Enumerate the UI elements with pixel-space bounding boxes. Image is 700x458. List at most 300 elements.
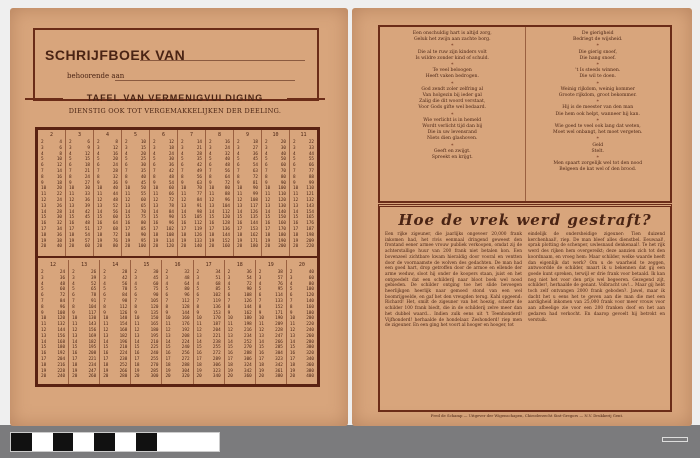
table-column-8 <box>206 130 234 256</box>
product: 152 <box>222 238 230 244</box>
product: 56 <box>224 168 230 174</box>
product: 306 <box>212 362 221 368</box>
color-calibration-strip <box>10 432 220 452</box>
proverb-line: Stelt. <box>591 148 604 154</box>
multiplier: 9 <box>97 180 100 186</box>
product: 24 <box>224 145 230 151</box>
multiplier: 14 <box>265 209 271 215</box>
product: 252 <box>119 362 128 368</box>
table-number: 20 <box>298 262 305 268</box>
product: 28 <box>112 168 118 174</box>
product: 182 <box>88 339 97 345</box>
product: 60 <box>84 244 90 250</box>
product: 72 <box>112 232 118 238</box>
product: 120 <box>150 304 159 310</box>
multiplier: 4 <box>165 281 169 287</box>
table-subheading: DIENSTIG OOK TOT VERGEMAKKELIJKEN DER DEELING. <box>68 107 282 115</box>
product: 25 <box>140 157 146 163</box>
multiplier: 13 <box>72 333 78 339</box>
table-column-2 <box>38 130 66 256</box>
multiplier: 7 <box>72 298 75 304</box>
table-column-10 <box>262 130 290 256</box>
table-heading: TAFEL VAN VERMENIGVULDIGING <box>25 93 325 103</box>
product: 240 <box>306 327 314 333</box>
multiplier: 17 <box>196 356 202 362</box>
product: 361 <box>275 368 283 374</box>
multiplier: 6 <box>97 163 100 169</box>
product: 224 <box>119 351 128 357</box>
table-number: 11 <box>300 132 307 138</box>
multiplier: 17 <box>41 226 47 232</box>
multiplier: 11 <box>181 192 187 198</box>
product: 324 <box>244 362 252 368</box>
multiplier: 8 <box>227 304 231 310</box>
multiplier: 14 <box>72 339 78 345</box>
multiplier: 2 <box>41 140 44 145</box>
table-row <box>194 374 224 380</box>
product: 266 <box>275 339 283 345</box>
product: 266 <box>119 368 128 374</box>
product: 380 <box>275 374 283 380</box>
product: 135 <box>250 215 258 221</box>
multiplier: 20 <box>153 244 159 250</box>
product: 24 <box>112 163 118 169</box>
product: 54 <box>84 232 90 238</box>
multiplier: 18 <box>134 362 140 368</box>
product: 40 <box>140 174 146 180</box>
proverb-line: Te veel beloogen <box>432 68 472 74</box>
product: 240 <box>181 345 190 351</box>
product: 400 <box>306 374 314 380</box>
multiplier: 8 <box>181 174 184 180</box>
product: 15 <box>140 145 146 151</box>
right-page <box>352 8 692 426</box>
multiplier: 3 <box>41 275 44 281</box>
proverb-line: Moet wel onbangt, het moet vergeten. <box>553 130 643 136</box>
table-number: 14 <box>112 262 119 268</box>
product: 48 <box>168 174 174 180</box>
table-row <box>38 244 65 250</box>
multiplier: 15 <box>209 215 215 221</box>
multiplier: 6 <box>69 163 72 169</box>
multiplier: 8 <box>165 304 169 310</box>
product: 260 <box>88 374 97 380</box>
product: 65 <box>91 287 97 293</box>
product: 35 <box>196 157 202 163</box>
product: 180 <box>244 316 252 322</box>
product: 182 <box>119 333 128 339</box>
multiplier: 13 <box>41 333 47 339</box>
name-line <box>140 60 305 61</box>
multiplier: 4 <box>41 151 44 157</box>
product: 16 <box>112 151 118 157</box>
product: 56 <box>112 209 118 215</box>
multiplier: 9 <box>209 180 212 186</box>
product: 209 <box>275 322 283 328</box>
multiplier: 8 <box>289 304 293 310</box>
product: 176 <box>181 322 190 328</box>
product: 60 <box>153 281 159 287</box>
product: 64 <box>224 174 230 180</box>
multiplier: 2 <box>165 270 169 275</box>
product: 112 <box>181 298 190 304</box>
multiplier: 11 <box>265 192 271 198</box>
multiplier: 17 <box>258 356 264 362</box>
product: 55 <box>140 192 146 198</box>
multiplier: 5 <box>181 157 184 163</box>
product: 96 <box>59 304 66 310</box>
product: 228 <box>275 327 283 333</box>
table-number: 15 <box>143 262 150 268</box>
multiplier: 6 <box>125 163 128 169</box>
multiplier: 13 <box>227 333 233 339</box>
multiplier: 20 <box>227 374 233 380</box>
proverbs-right-column <box>526 27 671 201</box>
multiplier: 19 <box>134 368 140 374</box>
multiplier: 16 <box>165 351 171 357</box>
product: 160 <box>306 304 314 310</box>
multiplier: 7 <box>41 168 44 174</box>
proverb-line: Voor Gods gifte wel bedaard. <box>418 105 487 111</box>
product: 204 <box>212 327 221 333</box>
multiplier: 13 <box>258 333 264 339</box>
multiplier: 8 <box>69 174 72 180</box>
product: 104 <box>88 304 97 310</box>
multiplier: 9 <box>72 310 75 316</box>
multiplier: 18 <box>258 362 264 368</box>
multiplier: 10 <box>227 316 233 322</box>
product: 126 <box>250 209 258 215</box>
multiplier: 19 <box>97 238 103 244</box>
table-column-12 <box>38 260 69 384</box>
product: 200 <box>278 244 286 250</box>
multiplier: 6 <box>103 293 106 299</box>
multiplier: 12 <box>103 327 109 333</box>
product: 20 <box>112 157 118 163</box>
multiplier: 17 <box>103 356 109 362</box>
product: 216 <box>57 362 66 368</box>
product: 154 <box>119 322 128 328</box>
product: 195 <box>150 333 159 339</box>
product: 42 <box>122 275 128 281</box>
multiplier: 14 <box>103 339 109 345</box>
multiplier: 16 <box>153 221 159 227</box>
multiplier: 16 <box>181 221 187 227</box>
product: 48 <box>84 221 90 227</box>
multiplier: 17 <box>41 356 47 362</box>
multiplier: 14 <box>289 339 296 345</box>
multiplier: 15 <box>41 215 47 221</box>
multiplier: 19 <box>237 238 243 244</box>
product: 16 <box>224 140 230 145</box>
multiplier: 14 <box>153 209 159 215</box>
proverb-line: Niets dien glashoven. <box>427 136 478 142</box>
notebook-title: SCHRIJFBOEK VAN <box>45 47 186 63</box>
multiplier: 10 <box>134 316 140 322</box>
product: 192 <box>181 327 190 333</box>
product: 120 <box>222 215 230 221</box>
star-divider: * <box>451 80 454 87</box>
table-column-17 <box>194 260 225 384</box>
product: 99 <box>252 192 258 198</box>
product: 234 <box>88 362 97 368</box>
multiplier: 11 <box>41 192 47 198</box>
multiplier: 18 <box>41 232 47 238</box>
product: 320 <box>181 374 190 380</box>
product: 154 <box>306 209 314 215</box>
multiplier: 19 <box>209 238 215 244</box>
multiplier: 14 <box>41 339 47 345</box>
product: 60 <box>168 186 174 192</box>
product: 120 <box>278 197 286 203</box>
multiplier: 8 <box>153 174 156 180</box>
proverb-line: Wie goed te veel ook lang dat weten, <box>554 124 641 130</box>
product: 117 <box>250 203 258 209</box>
product: 100 <box>278 186 286 192</box>
multiplier: 4 <box>181 151 184 157</box>
multiplier: 7 <box>196 298 200 304</box>
multiplier: 10 <box>209 186 215 192</box>
product: 10 <box>56 157 62 163</box>
multiplier: 5 <box>196 287 200 293</box>
product: 128 <box>181 304 190 310</box>
multiplier: 12 <box>258 327 264 333</box>
multiplier: 13 <box>134 333 140 339</box>
multiplier: 11 <box>103 322 109 328</box>
product: 54 <box>246 275 252 281</box>
multiplier: 19 <box>125 238 131 244</box>
multiplier: 5 <box>227 287 231 293</box>
multiplier: 20 <box>69 244 75 250</box>
multiplier: 11 <box>258 322 264 328</box>
multiplier: 8 <box>265 174 268 180</box>
table-number: 18 <box>236 262 243 268</box>
product: 4 <box>59 140 62 145</box>
table-column-3 <box>66 130 94 256</box>
multiplier: 7 <box>125 168 128 174</box>
multiplier: 6 <box>181 163 184 169</box>
multiplier: 12 <box>97 197 103 203</box>
story-column-1: Een rijke zigeuner, die jaarlijks ongeveer 20,000 frank inkomen had, het rivis eenmaal dringend geweest den frontand eener armee vrouw publiek verkoopen, omdat zij de achterstallige huur van 200 frank niet betalen kon. Een bovenzeel zichtbare kwam hieraldig door vooral en ventten door de voornaamste de wolven des gedachten. De man had een goed hart, drop getroffen door de armoe en ellende der arme weduw, sloot hij onder de koopers staan, juist en het ontgoedelt dat een schilderij naar bloot boek wel nood gebieden. De schilder ontging toe het slide bevoegen heerlijkgen heerlijk naar gemoed stond van een wel boomrijgeelde, en gaf het den vreugden terug. Kahl opgeend: Richard! Het, smilt de zigeuner van het hoezig, schatte de schilder 100 frank biedt, die in de schilderij zelve meer dan het dubbel waard... Indien zulk eens uit 't Teenhonderd! Vijfhonderd! herhaalde de hondelaar. Zeshonderd! riep men de zigeuner. En een ging het voort al hooger en hooger, tot <box>385 232 522 329</box>
multiplier: 10 <box>293 186 299 192</box>
proverb-line: Heeft vaken bedrogen. <box>425 74 479 80</box>
product: 120 <box>57 316 66 322</box>
multiplier: 6 <box>134 293 137 299</box>
multiplier: 18 <box>69 232 75 238</box>
product: 35 <box>140 168 146 174</box>
product: 108 <box>166 232 174 238</box>
product: 77 <box>308 168 314 174</box>
multiplier: 6 <box>196 293 200 299</box>
multiplier: 13 <box>181 203 187 209</box>
product: 150 <box>278 215 286 221</box>
product: 57 <box>277 275 283 281</box>
multiplier: 8 <box>97 174 100 180</box>
multiplier: 12 <box>153 197 159 203</box>
proverb-line: De gierigheid <box>581 31 614 36</box>
product: 180 <box>306 310 314 316</box>
multiplier: 2 <box>265 140 268 145</box>
multiplier: 20 <box>97 244 103 250</box>
product: 20 <box>56 186 62 192</box>
product: 39 <box>91 275 97 281</box>
product: 272 <box>212 351 221 357</box>
multiplier: 11 <box>72 322 78 328</box>
product: 119 <box>212 298 221 304</box>
product: 90 <box>280 180 286 186</box>
multiplier: 2 <box>196 270 200 275</box>
multiplier: 12 <box>265 197 271 203</box>
multiplier: 11 <box>209 192 215 198</box>
multiplier: 13 <box>293 203 299 209</box>
multiplier: 4 <box>69 151 72 157</box>
product: 187 <box>306 226 314 232</box>
multiplier: 20 <box>41 244 47 250</box>
multiplier: 13 <box>97 203 103 209</box>
product: 128 <box>222 221 230 227</box>
owner-label: behoorende aan <box>67 72 125 80</box>
multiplier: 7 <box>165 298 169 304</box>
product: 210 <box>119 345 128 351</box>
multiplier: 2 <box>125 140 128 145</box>
multiplier: 14 <box>209 209 215 215</box>
multiplier: 18 <box>125 232 131 238</box>
product: 90 <box>153 293 159 299</box>
product: 33 <box>308 145 314 151</box>
product: 80 <box>308 281 314 287</box>
multiplier: 7 <box>134 298 137 304</box>
product: 54 <box>252 163 258 169</box>
product: 234 <box>244 333 252 339</box>
product: 96 <box>168 221 174 227</box>
multiplier: 15 <box>181 215 187 221</box>
table-column-20 <box>287 260 317 384</box>
product: 112 <box>119 304 128 310</box>
multiplier: 14 <box>134 339 140 345</box>
multiplier: 18 <box>265 232 271 238</box>
multiplier: 4 <box>72 281 75 287</box>
multiplier: 4 <box>209 151 212 157</box>
multiplier: 19 <box>72 368 78 374</box>
multiplier: 8 <box>209 174 212 180</box>
multiplier: 14 <box>258 339 264 345</box>
product: 136 <box>222 226 230 232</box>
product: 51 <box>84 226 90 232</box>
multiplier: 17 <box>265 226 271 232</box>
multiplier: 20 <box>125 244 131 250</box>
multiplier: 17 <box>97 226 103 232</box>
product: 102 <box>166 226 174 232</box>
multiplier: 4 <box>293 151 296 157</box>
proverb-line: God zendt zoler zelfring al <box>421 86 484 92</box>
multiplier: 15 <box>237 215 243 221</box>
product: 64 <box>184 281 190 287</box>
multiplier: 10 <box>41 316 47 322</box>
multiplier: 5 <box>209 157 212 163</box>
multiplier: 11 <box>293 192 299 198</box>
product: 216 <box>244 327 252 333</box>
product: 247 <box>275 333 283 339</box>
multiplier: 4 <box>103 281 106 287</box>
multiplier: 10 <box>41 186 47 192</box>
multiplier: 6 <box>41 163 44 169</box>
product: 90 <box>168 215 174 221</box>
multiplier: 12 <box>69 197 75 203</box>
product: 192 <box>57 351 66 357</box>
product: 133 <box>275 298 283 304</box>
multiplier: 11 <box>134 322 140 328</box>
table-row <box>256 374 286 380</box>
product: 270 <box>150 362 159 368</box>
product: 180 <box>57 345 66 351</box>
star-divider: * <box>596 43 599 50</box>
multiplier: 13 <box>153 203 159 209</box>
story-title: Hoe de vrek werd gestraft? <box>398 211 652 229</box>
table-row <box>290 244 317 250</box>
multiplier: 19 <box>181 238 187 244</box>
product: 12 <box>56 163 62 169</box>
product: 169 <box>88 333 97 339</box>
product: 32 <box>56 221 62 227</box>
product: 100 <box>306 287 314 293</box>
product: 30 <box>84 186 90 192</box>
multiplier: 15 <box>103 345 109 351</box>
table-number: 4 <box>105 132 109 138</box>
multiplier: 17 <box>209 226 215 232</box>
proverb-line: Die al te ruw zijn kinders volt <box>417 49 487 55</box>
multiplier: 7 <box>181 168 184 174</box>
multiplier: 16 <box>41 221 47 227</box>
multiplier: 11 <box>97 192 103 198</box>
multiplier: 11 <box>165 322 171 328</box>
product: 135 <box>150 310 159 316</box>
product: 32 <box>184 270 190 275</box>
product: 30 <box>280 145 286 151</box>
multiplier: 15 <box>134 345 140 351</box>
product: 98 <box>196 209 202 215</box>
product: 220 <box>306 322 314 328</box>
product: 255 <box>150 356 159 362</box>
multiplier: 2 <box>72 270 75 275</box>
product: 72 <box>59 293 66 299</box>
multiplier: 8 <box>237 174 240 180</box>
product: 260 <box>306 333 314 339</box>
product: 360 <box>244 374 252 380</box>
table-column-11 <box>290 130 317 256</box>
product: 190 <box>275 316 283 322</box>
multiplier: 3 <box>258 275 262 281</box>
product: 228 <box>57 368 66 374</box>
multiplier: 8 <box>72 304 75 310</box>
product: 57 <box>84 238 90 244</box>
product: 88 <box>308 174 314 180</box>
product: 323 <box>212 368 221 374</box>
multiplier: 16 <box>72 351 78 357</box>
multiplier: 20 <box>41 374 47 380</box>
product: 119 <box>194 226 202 232</box>
product: 80 <box>184 287 190 293</box>
multiplier: 5 <box>293 157 296 163</box>
product: 130 <box>278 203 286 209</box>
product: 12 <box>168 140 174 145</box>
table-number: 16 <box>174 262 181 268</box>
multiplier: 20 <box>293 244 299 250</box>
table-row <box>66 244 93 250</box>
table-bottom-half <box>38 260 317 384</box>
multiplier: 3 <box>125 145 128 151</box>
product: 63 <box>252 168 258 174</box>
product: 55 <box>308 157 314 163</box>
